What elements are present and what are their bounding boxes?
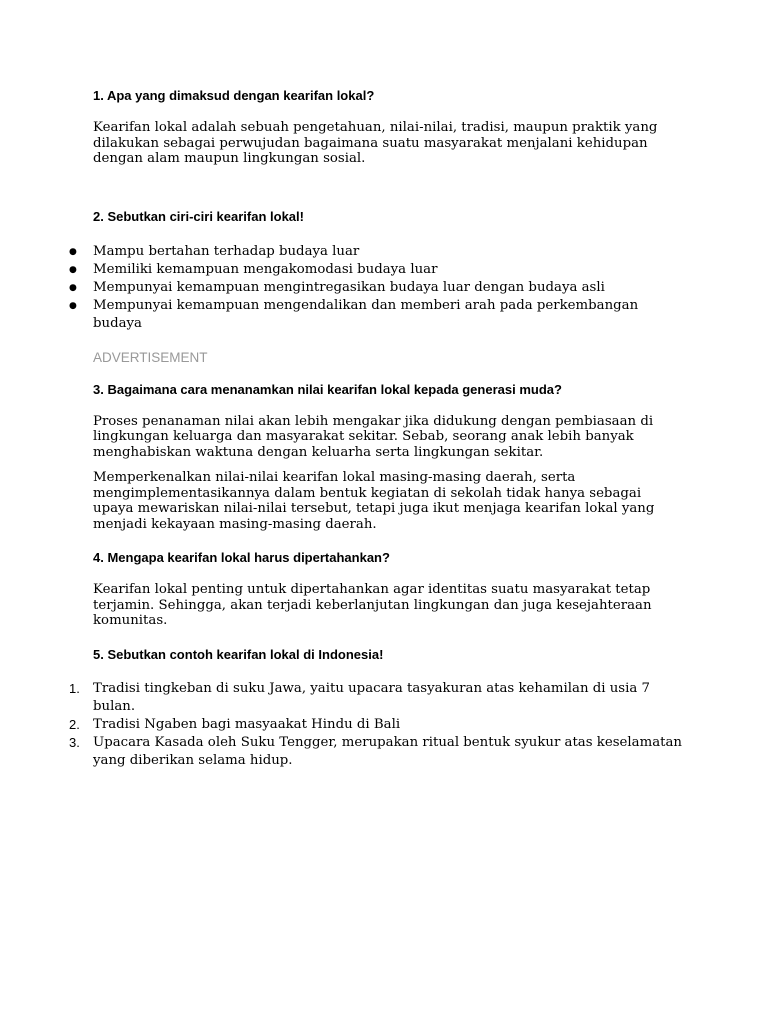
- list-number: 2.: [69, 716, 80, 732]
- question-heading: 4. Mengapa kearifan lokal harus dipertahankan?: [93, 550, 390, 566]
- advertisement-label: ADVERTISEMENT: [93, 349, 208, 365]
- numbered-list: [69, 680, 683, 771]
- list-item: ● Mempunyai kemampuan mengendalikan dan memberi arah pada perkembangan budaya: [69, 298, 639, 332]
- answer-paragraph: Kearifan lokal adalah sebuah pengetahuan, nilai-nilai, tradisi, maupun praktik yang dilakukan sebagai perwujudan bagaimana suatu masyarakat menjalani kehidupan dengan alam maupun lingkungan sosial.: [93, 120, 658, 166]
- bullet-icon: ●: [69, 246, 77, 257]
- answer-paragraph: Proses penanaman nilai akan lebih mengakar jika didukung dengan pembiasaan di lingkungan keluarga dan masyarakat sekitar. Sebab, seorang anak lebih banyak menghabiskan waktuna dengan keluarha serta lingkungan sekitar.: [93, 413, 654, 460]
- list-item: 3. Upacara Kasada oleh Suku Tengger, merupakan ritual bentuk syukur atas keselamatan yang diberikan selama hidup.: [69, 735, 682, 769]
- document-page: [69, 88, 683, 771]
- bullet-list: [69, 243, 683, 334]
- list-item: ● Mampu bertahan terhadap budaya luar: [93, 243, 683, 261]
- list-item: ● Mempunyai kemampuan mengintregasikan budaya luar dengan budaya asli: [93, 279, 683, 297]
- answer-paragraph: Memperkenalkan nilai-nilai kearifan lokal masing-masing daerah, serta mengimplementasikannya dalam bentuk kegiatan di sekolah tidak hanya sebagai upaya mewariskan nilai-nilai tersebut, tetapi juga ikut menjaga kearifan lokal yang menjadi kekayaan masing-masing daerah.: [93, 470, 655, 532]
- question-heading: 1. Apa yang dimaksud dengan kearifan lokal?: [93, 88, 375, 103]
- question-heading: 2. Sebutkan ciri-ciri kearifan lokal!: [93, 208, 304, 224]
- list-item: 1. Tradisi tingkeban di suku Jawa, yaitu upacara tasyakuran atas kehamilan di usia 7 bulan.: [69, 680, 650, 714]
- list-number: 3.: [69, 735, 80, 751]
- list-item: 2. Tradisi Ngaben bagi masyaakat Hindu di Bali: [93, 716, 683, 734]
- question-heading: 3. Bagaimana cara menanamkan nilai kearifan lokal kepada generasi muda?: [93, 381, 562, 397]
- section-q2: [69, 208, 683, 334]
- question-heading: 5. Sebutkan contoh kearifan lokal di Indonesia!: [93, 646, 384, 662]
- section-q3: [93, 382, 683, 533]
- bullet-icon: ●: [69, 301, 77, 312]
- section-q4: [93, 550, 683, 629]
- bullet-icon: ●: [69, 264, 77, 275]
- list-item: ● Memiliki kemampuan mengakomodasi budaya luar: [93, 261, 683, 279]
- bullet-icon: ●: [69, 282, 77, 293]
- answer-paragraph: Kearifan lokal penting untuk dipertahankan agar identitas suatu masyarakat tetap terjamin. Sehingga, akan terjadi keberlanjutan lingkungan dan juga kesejahteraan komunitas.: [93, 582, 652, 629]
- section-q1: [93, 88, 683, 167]
- list-number: 1.: [69, 680, 80, 696]
- section-q5: [69, 646, 683, 771]
